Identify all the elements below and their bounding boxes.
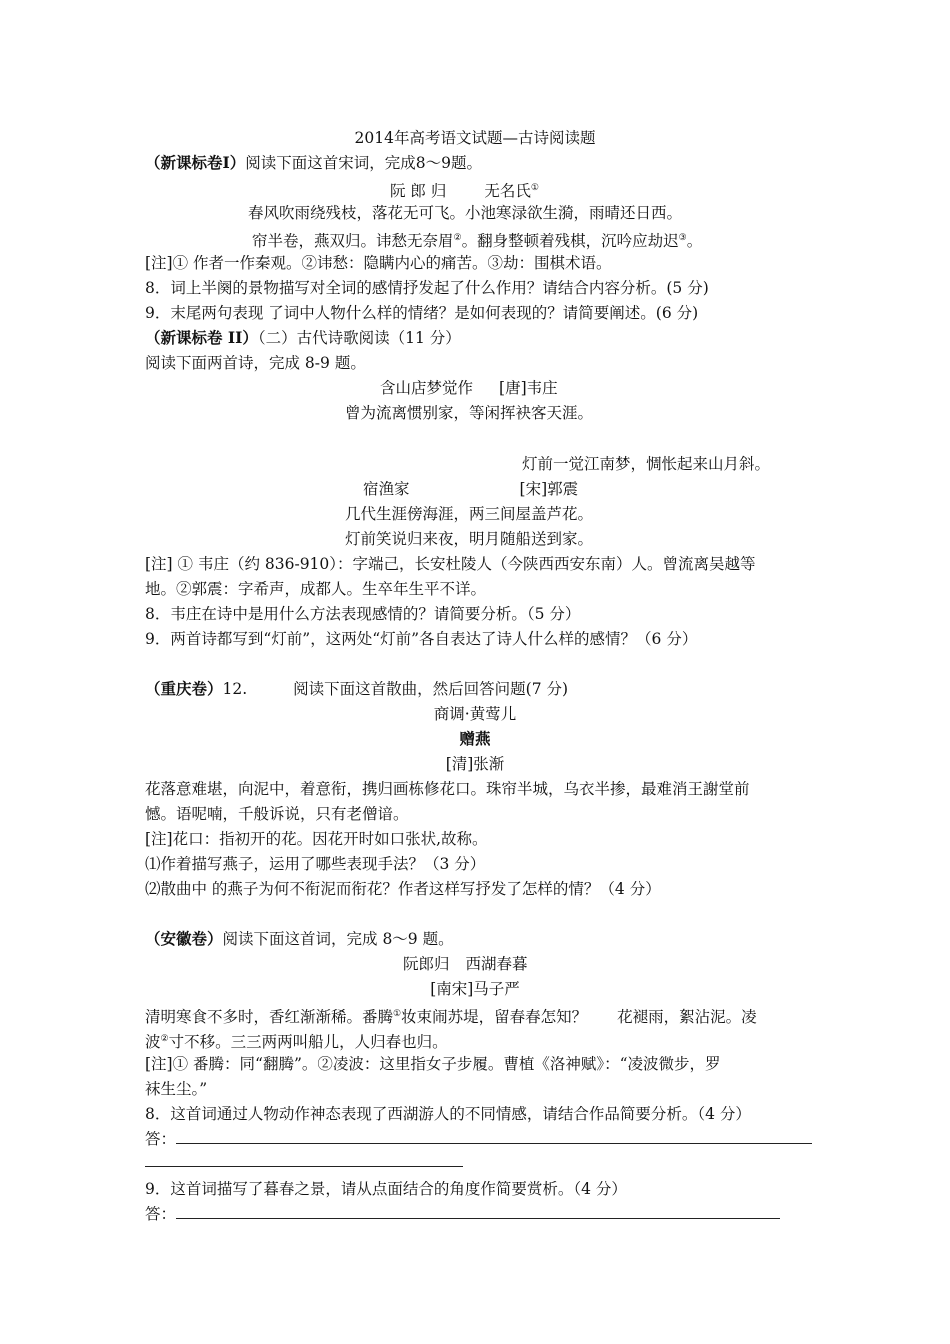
poem-title-line xyxy=(380,378,558,398)
qu-text: 憾。语呢喃，千般诉说，只有老僧谙。 xyxy=(145,805,409,823)
annotation: [注]花口：指初开的花。因花开时如口张状,故称。 xyxy=(145,830,488,848)
answer-blank[interactable] xyxy=(176,1129,812,1144)
question-9: 9．这首词描写了暮春之景，请从点面结合的角度作简要赏析。（4 分） xyxy=(145,1180,627,1198)
poem-title: 宿渔家 xyxy=(363,480,410,498)
poem-author: [清]张渐 xyxy=(445,755,505,773)
poem-text: 波②寸不移。三三两两叫船儿，人归春也归。 xyxy=(145,1033,448,1052)
section-1-header xyxy=(145,153,482,173)
section-subtitle: （二）古代诗歌阅读（11 分） xyxy=(257,329,461,347)
poem-text: 清明寒食不多时，香红渐渐稀。番腾①妆束闹苏堤，留春春怎知？ 花褪雨，絮沾泥。凌 xyxy=(145,1008,757,1027)
section-2-header xyxy=(145,328,461,348)
poem-title-line xyxy=(363,479,578,499)
question-1: ⑴作着描写燕子，运用了哪些表现手法？（3 分） xyxy=(145,855,486,873)
question-2: ⑵散曲中 的燕子为何不衔泥而衔花？作者这样写抒发了怎样的情？（4 分） xyxy=(145,880,661,898)
annotation: [注]① 作者一作秦观。②讳愁：隐瞒内心的痛苦。③劫：围棋术语。 xyxy=(145,254,612,272)
qu-subtitle: 赠燕 xyxy=(459,729,491,748)
poem-author: [南宋]马子严 xyxy=(430,980,520,998)
question-8: 8．词上半阕的景物描写对全词的感情抒发起了什么作用？请结合内容分析。(5 分) xyxy=(145,279,709,297)
poem-line: 灯前一觉江南梦，惆怅起来山月斜。 xyxy=(522,455,771,473)
poem-author: 无名氏 xyxy=(484,182,531,201)
poem-title: 阮 郎 归 xyxy=(390,182,447,201)
section-4-header xyxy=(145,929,454,949)
poem-line: 灯前笑说归来夜，明月随船送到家。 xyxy=(345,530,594,548)
question-9: 9．两首诗都写到“灯前”，这两处“灯前”各自表达了诗人什么样的感情？（6 分） xyxy=(145,630,698,648)
section-tag: （新课标卷 II） xyxy=(145,328,258,347)
answer-label: 答： xyxy=(145,1130,177,1148)
section-intro: 阅读下面这首词，完成 8～9 题。 xyxy=(222,930,454,948)
footnote-mark: ① xyxy=(530,183,539,193)
poem-title-line xyxy=(403,954,528,974)
poem-author: [唐]韦庄 xyxy=(499,379,558,397)
poem-title-line xyxy=(390,178,539,201)
poem-line: 春风吹雨绕残枝，落花无可飞。小池寒渌欲生漪，雨晴还日西。 xyxy=(248,204,683,222)
answer-blank-continuation[interactable] xyxy=(145,1166,463,1167)
poem-author: [宋]郭震 xyxy=(519,480,579,498)
section-tag: （安徽卷） xyxy=(145,929,223,948)
question-8: 8．这首词通过人物动作神态表现了西湖游人的不同情感，请结合作品简要分析。（4 分） xyxy=(145,1105,751,1123)
poem-line: 几代生涯傍海涯，两三间屋盖芦花。 xyxy=(345,505,594,523)
section-intro: 阅读下面这首散曲，然后回答问题(7 分) xyxy=(293,680,569,698)
qu-text: 花落意难堪，向泥中，着意衔，携归画栋修花口。珠帘半城，乌衣半掺，最难消王謝堂前 xyxy=(145,780,750,798)
section-tag: （重庆卷） xyxy=(145,679,223,698)
section-intro: 阅读下面这首宋词，完成8～9题。 xyxy=(245,154,482,172)
question-9: 9．末尾两句表现 了词中人物什么样的情绪？是如何表现的？请简要阐述。(6 分) xyxy=(145,304,699,322)
answer-line xyxy=(145,1204,780,1224)
question-8: 8．韦庄在诗中是用什么方法表现感情的？请简要分析。（5 分） xyxy=(145,605,581,623)
poem-title: 含山店梦觉作 xyxy=(380,379,474,397)
poem-line: 帘半卷，燕双归。讳愁无奈眉②。翻身整顿着残棋，沉吟应劫迟③。 xyxy=(252,232,703,251)
annotation: 地。②郭震：字希声，成都人。生卒年生平不详。 xyxy=(145,580,487,598)
poem-subtitle: 西湖春暮 xyxy=(465,955,528,973)
section-3-header xyxy=(145,679,568,699)
question-number: 12. xyxy=(222,680,248,698)
poem-title: 阮郎归 xyxy=(403,955,450,973)
answer-blank[interactable] xyxy=(176,1204,780,1219)
qu-title: 商调·黄莺儿 xyxy=(433,705,517,723)
answer-line xyxy=(145,1129,812,1149)
section-tag: （新课标卷Ⅰ） xyxy=(145,153,246,172)
annotation: [注] ① 韦庄（约 836-910）：字端己，长安杜陵人（今陕西西安东南）人。曾流离吴越等 xyxy=(145,555,756,573)
answer-label: 答： xyxy=(145,1205,177,1223)
annotation: [注]① 番腾：同“翻腾”。②凌波：这里指女子步履。曹植《洛神赋》：“凌波微步，罗 xyxy=(145,1055,721,1073)
annotation: 袜生尘。” xyxy=(145,1080,208,1098)
section-intro: 阅读下面两首诗，完成 8-9 题。 xyxy=(145,354,366,372)
poem-line: 曾为流离惯别家，等闲挥袂客天涯。 xyxy=(345,404,594,422)
document-title: 2014年高考语文试题—古诗阅读题 xyxy=(354,129,596,147)
